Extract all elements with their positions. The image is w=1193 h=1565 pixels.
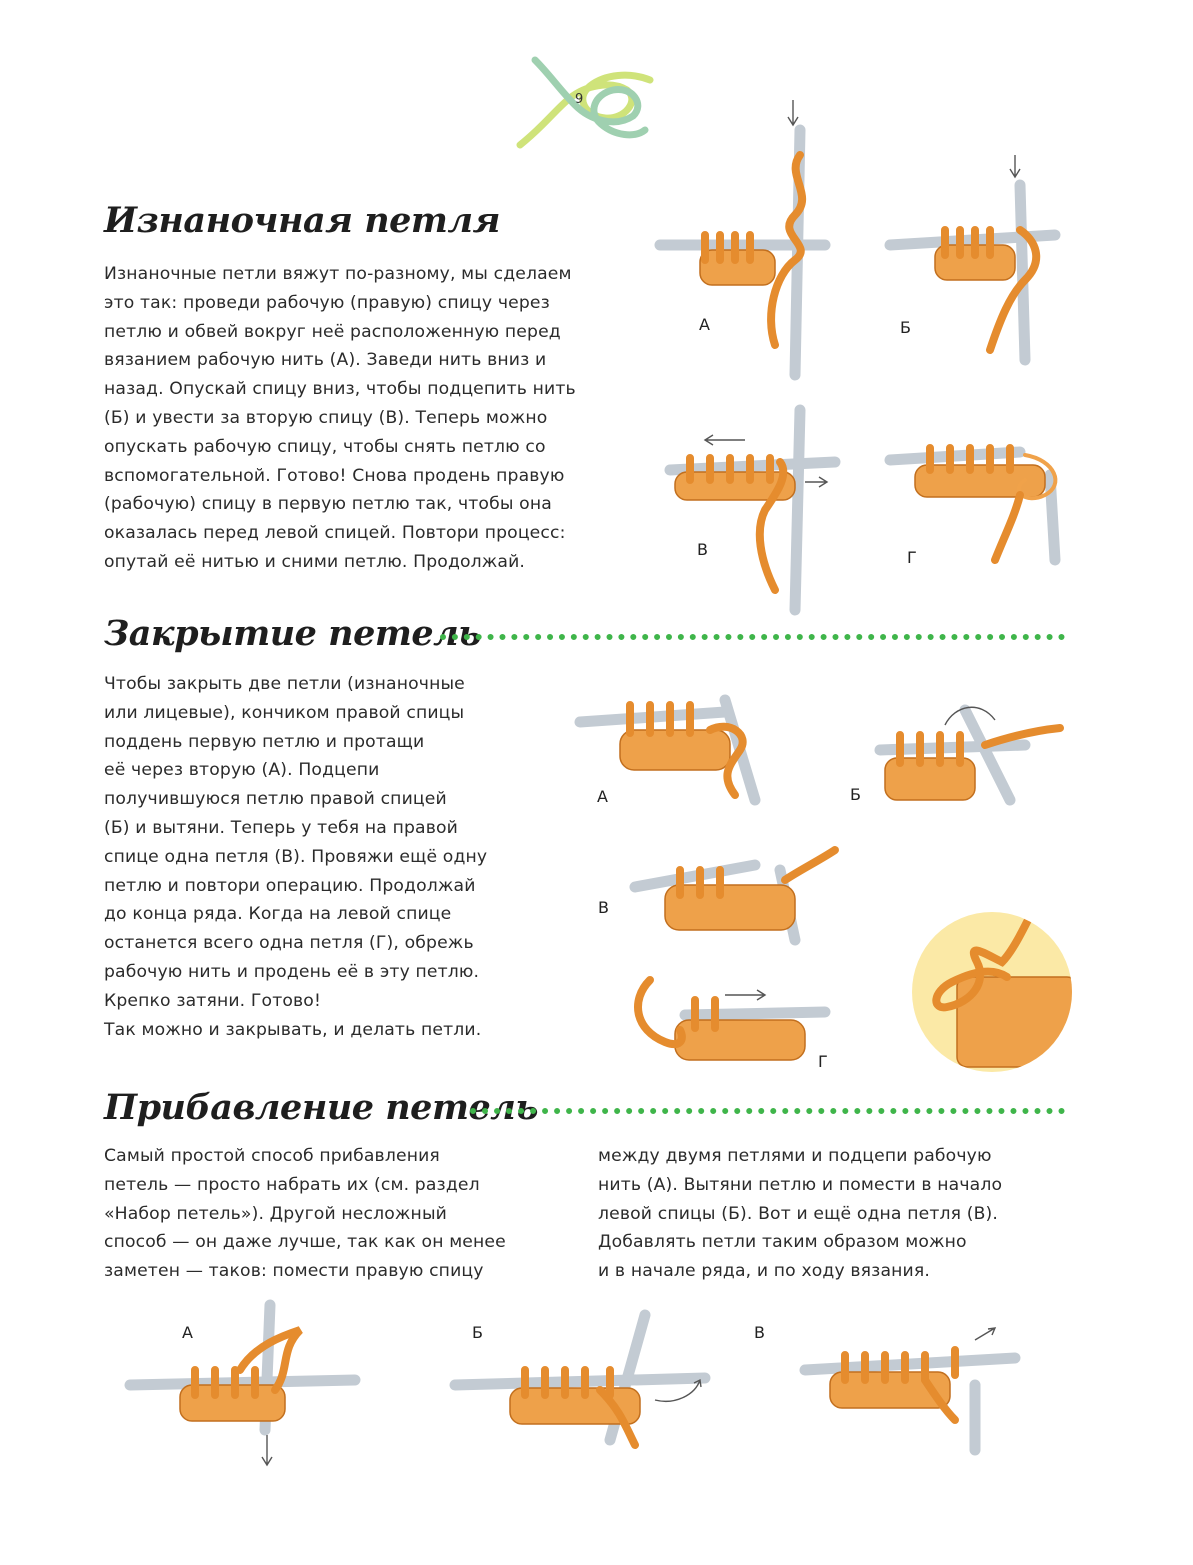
label-v: В [598, 898, 609, 917]
bindoff-heading: Закрытие петель [104, 613, 481, 654]
label-b: Б [850, 785, 861, 804]
label-g: Г [818, 1052, 828, 1071]
bindoff-closeup-circle [912, 912, 1072, 1072]
bindoff-illustration-g [625, 970, 840, 1075]
increase-illustration-v [750, 1300, 1025, 1455]
knitting-diagram-icon [750, 1300, 1025, 1455]
bindoff-illustration-v [595, 845, 840, 945]
bindoff-dotted-divider [440, 634, 1065, 640]
knitting-diagram-icon [912, 912, 1072, 1072]
knitting-diagram-icon [845, 690, 1065, 820]
knitting-diagram-icon [450, 1300, 715, 1450]
purl-illustration-g [885, 420, 1065, 570]
page-number-knot-logo [515, 50, 655, 160]
label-v: В [754, 1323, 765, 1342]
purl-illustration-v [665, 400, 845, 615]
knitting-diagram-icon [655, 95, 840, 385]
purl-heading: Изнаночная петля [104, 200, 500, 241]
knot-icon [515, 50, 655, 160]
increase-dotted-divider [470, 1108, 1065, 1114]
purl-illustration-b [885, 150, 1065, 380]
bindoff-instructions: Чтобы закрыть две петли (изнаночные или лицевые), кончиком правой спицы поддень первую петлю и протащи её через вторую (А). Подцепи получившуюся петлю правой спицей (Б) и вытяни. Теперь у тебя на правой спице одна петля (В). Провяжи ещё одну петлю и повтори операцию. Продолжай до конца ряда. Когда на левой спице останется всего одна петля (Г), обрежь рабочую нить и продень её в эту петлю. Крепко затяни. Готово! Так можно и закрывать, и делать петли. [104, 674, 488, 1040]
increase-instructions-left: Самый простой способ прибавления петель — просто набрать их (см. раздел «Набор петель»). Другой несложный способ — он даже лучше, так как он менее заметен — таков: помести правую спицу [104, 1146, 506, 1282]
increase-illustration-b [450, 1300, 715, 1450]
knitting-diagram-icon [665, 400, 845, 615]
knitting-diagram-icon [625, 970, 840, 1075]
knitting-diagram-icon [595, 845, 840, 945]
increase-instructions-right: между двумя петлями и подцепи рабочую нить (А). Вытяни петлю и помести в начало левой спицы (Б). Вот и ещё одна петля (В). Добавлять петли таким образом можно и в начале ряда, и по ходу вязания. [598, 1146, 1003, 1282]
increase-illustration-a [125, 1300, 360, 1480]
increase-heading: Прибавление петель [104, 1087, 538, 1128]
label-v: В [697, 540, 708, 559]
label-a: А [699, 315, 710, 334]
bindoff-illustration-a [575, 690, 790, 820]
purl-instructions: Изнаночные петли вяжут по-разному, мы сделаем это так: проведи рабочую (правую) спицу через петлю и обвей вокруг неё расположенную перед вязанием рабочую нить (А). Заведи нить вниз и назад. Опускай спицу вниз, чтобы подцепить нить (Б) и увести за вторую спицу (В). Теперь можно опускать рабочую спицу, чтобы снять петлю со вспомогательной. Готово! Снова продень правую (рабочую) спицу в первую петлю так, чтобы она оказалась перед левой спицей. Повтори процесс: опутай её нитью и сними петлю. Продолжай. [104, 264, 576, 572]
knitting-diagram-icon [885, 150, 1065, 380]
page-number: 9 [575, 92, 584, 107]
purl-illustration-a [655, 95, 840, 385]
label-a: А [597, 787, 608, 806]
label-b: Б [472, 1323, 483, 1342]
bindoff-illustration-b [845, 690, 1065, 820]
knitting-diagram-icon [125, 1300, 360, 1480]
label-b: Б [900, 318, 911, 337]
label-a: А [182, 1323, 193, 1342]
label-g: Г [907, 548, 917, 567]
